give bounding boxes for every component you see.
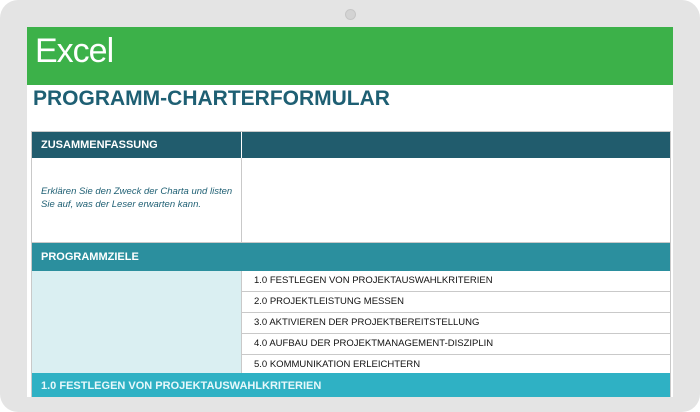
list-item[interactable]: 1.0 FESTLEGEN VON PROJEKTAUSWAHLKRITERIEN bbox=[242, 271, 670, 292]
camera-icon bbox=[345, 9, 356, 20]
app-name: Excel bbox=[35, 32, 114, 70]
goals-fill-cell[interactable] bbox=[32, 271, 242, 373]
goals-block bbox=[32, 271, 670, 373]
list-item[interactable]: 4.0 AUFBAU DER PROJEKTMANAGEMENT-DISZIPLIN bbox=[242, 334, 670, 355]
summary-header: ZUSAMMENFASSUNG bbox=[32, 132, 242, 158]
spreadsheet-screen bbox=[27, 27, 673, 397]
page-title: PROGRAMM-CHARTERFORMULAR bbox=[33, 87, 390, 110]
list-item[interactable]: 2.0 PROJEKTLEISTUNG MESSEN bbox=[242, 292, 670, 313]
summary-entry-cell[interactable] bbox=[242, 158, 670, 242]
next-section-header-row bbox=[32, 373, 670, 397]
summary-header-row bbox=[32, 132, 670, 158]
goals-header-row bbox=[32, 243, 670, 271]
next-section-header: 1.0 FESTLEGEN VON PROJEKTAUSWAHLKRITERIEN bbox=[41, 380, 322, 392]
list-item[interactable]: 5.0 KOMMUNIKATION ERLEICHTERN bbox=[242, 355, 670, 376]
charter-form bbox=[31, 131, 671, 397]
list-item[interactable]: 3.0 AKTIVIEREN DER PROJEKTBEREITSTELLUNG bbox=[242, 313, 670, 334]
summary-description: Erklären Sie den Zweck der Charta und listen Sie auf, was der Leser erwarten kann. bbox=[32, 158, 242, 242]
goals-list bbox=[242, 271, 670, 376]
summary-row bbox=[32, 158, 670, 243]
app-banner bbox=[27, 27, 673, 85]
goals-header: PROGRAMMZIELE bbox=[41, 251, 139, 263]
